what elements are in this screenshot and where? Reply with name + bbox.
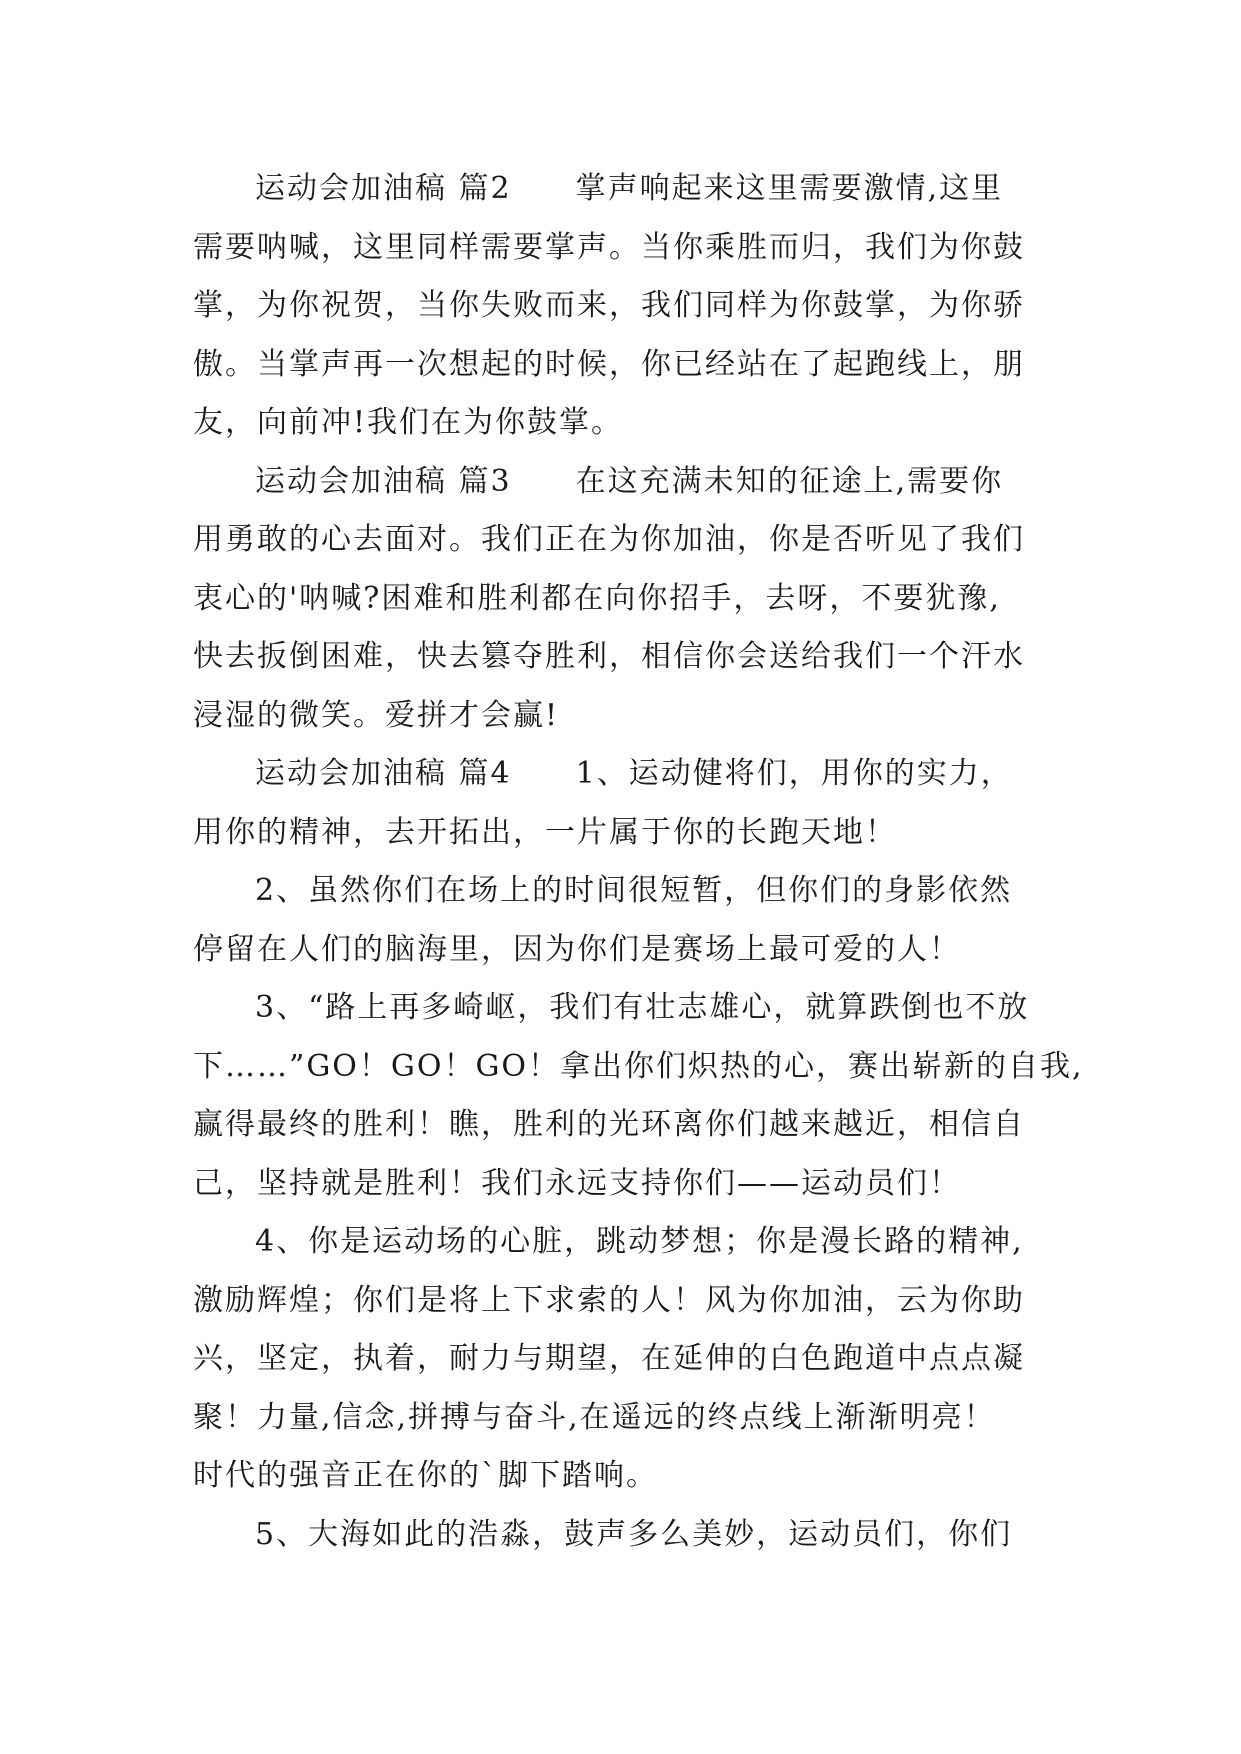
text-line: 运动会加油稿 篇2 掌声响起来这里需要激情,这里 (255, 171, 1004, 206)
text-line: 聚！力量,信念,拼搏与奋斗,在遥远的终点线上渐渐明亮！ (193, 1399, 996, 1435)
text-line: 赢得最终的胜利！瞧，胜利的光环离你们越来越近，相信自 (193, 1107, 1025, 1142)
text-line: 用勇敢的心去面对。我们正在为你加油，你是否听见了我们 (193, 522, 1025, 557)
document-page (193, 160, 1084, 1564)
text-line: 运动会加油稿 篇3 在这充满未知的征途上,需要你 (255, 463, 1004, 499)
text-line: 停留在人们的脑海里，因为你们是赛场上最可爱的人！ (193, 931, 961, 967)
text-line: 友，向前冲!我们在为你鼓掌。 (193, 405, 624, 440)
text-line: 下……”GO！GO！GO！拿出你们炽热的心，赛出崭新的自我, (193, 1048, 1084, 1084)
text-line: 衷心的'呐喊?困难和胜利都在向你招手，去呀，不要犹豫, (193, 580, 1001, 616)
text-line: 兴，坚定，执着，耐力与期望，在延伸的白色跑道中点点凝 (193, 1341, 1025, 1376)
text-line: 傲。当掌声再一次想起的时候，你已经站在了起跑线上，朋 (193, 346, 1025, 382)
text-line: 5、大海如此的浩淼，鼓声多么美妙，运动员们，你们 (255, 1516, 1013, 1552)
text-line: 掌，为你祝贺，当你失败而来，我们同样为你鼓掌，为你骄 (193, 288, 1025, 323)
text-line: 3、“路上再多崎岖，我们有壮志雄心，就算跌倒也不放 (255, 990, 1030, 1025)
text-line: 用你的精神，去开拓出，一片属于你的长跑天地！ (193, 814, 897, 850)
text-line: 激励辉煌；你们是将上下求索的人！风为你加油，云为你助 (193, 1282, 1025, 1318)
text-line: 运动会加油稿 篇4 1、运动健将们，用你的实力， (255, 756, 1013, 791)
text-line: 时代的强音正在你的`脚下踏响。 (193, 1458, 658, 1493)
text-line: 2、虽然你们在场上的时间很短暂，但你们的身影依然 (255, 873, 1013, 908)
text-line: 己，坚持就是胜利！我们永远支持你们——运动员们！ (193, 1165, 961, 1201)
text-line: 浸湿的微笑。爱拼才会赢! (193, 697, 560, 733)
text-line: 快去扳倒困难，快去篡夺胜利，相信你会送给我们一个汗水 (193, 639, 1025, 674)
text-line: 需要呐喊，这里同样需要掌声。当你乘胜而归，我们为你鼓 (193, 229, 1025, 265)
text-line: 4、你是运动场的心脏，跳动梦想；你是漫长路的精神, (255, 1224, 1024, 1259)
